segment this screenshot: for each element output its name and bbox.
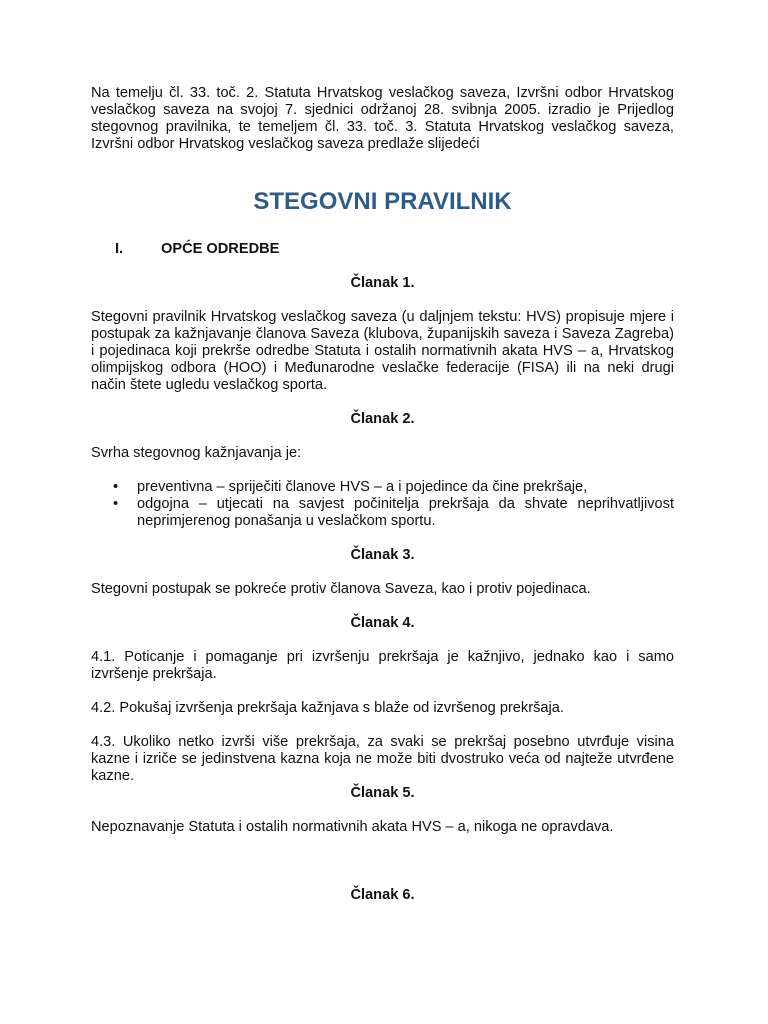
article-6-heading: Članak 6. xyxy=(350,887,415,903)
article-2-heading: Članak 2. xyxy=(350,411,415,427)
section-heading xyxy=(91,241,674,258)
article-1-heading: Članak 1. xyxy=(350,275,415,291)
article-3-text: Stegovni postupak se pokreće protiv članova Saveza, kao i protiv pojedinaca. xyxy=(91,581,591,597)
intro-paragraph: Na temelju čl. 33. toč. 2. Statuta Hrvatskog veslačkog saveza, Izvršni odbor Hrvatskog veslačkog saveza na svojoj 7. sjednici održanoj 28. svibnja 2005. izradio je Prijedlog stegovnog pravilnika, te temeljem čl. 33. toč. 3. Statuta Hrvatskog veslačkog saveza, Izvršni odbor Hrvatskog veslačkog saveza predlaže slijedeći xyxy=(91,85,674,152)
list-item-text: preventivna – spriječiti članove HVS – a i pojedince da čine prekršaje, xyxy=(137,479,588,495)
article-4-paragraph-2: 4.2. Pokušaj izvršenja prekršaja kažnjava s blaže od izvršenog prekršaja. xyxy=(91,700,564,716)
section-label: OPĆE ODREDBE xyxy=(161,241,280,257)
article-4-paragraph-1: 4.1. Poticanje i pomaganje pri izvršenju prekršaja je kažnjivo, jednako kao i samo izvršenje prekršaja. xyxy=(91,649,674,682)
document-title: STEGOVNI PRAVILNIK xyxy=(253,188,512,215)
article-5-text: Nepoznavanje Statuta i ostalih normativnih akata HVS – a, nikoga ne opravdava. xyxy=(91,819,614,835)
article-2-list xyxy=(91,479,674,530)
article-4-heading: Članak 4. xyxy=(350,615,415,631)
list-item-text: odgojna – utjecati na savjest počinitelja prekršaja da shvate neprihvatljivost neprimjerenog ponašanja u veslačkom sportu. xyxy=(137,496,674,529)
article-5-heading: Članak 5. xyxy=(350,785,415,801)
list-item xyxy=(91,496,674,530)
article-4-paragraph-3: 4.3. Ukoliko netko izvrši više prekršaja, za svaki se prekršaj posebno utvrđuje visina kazne i izriče se jedinstvena kazna koja ne može biti dvostruko veća od najteže utvrđene kazne. xyxy=(91,734,674,784)
article-3-heading: Članak 3. xyxy=(350,547,415,563)
article-2-text: Svrha stegovnog kažnjavanja je: xyxy=(91,445,302,461)
bullet-icon: • xyxy=(113,496,119,512)
article-1-text: Stegovni pravilnik Hrvatskog veslačkog saveza (u daljnjem tekstu: HVS) propisuje mjere i postupak za kažnjavanje članova Saveza (klubova, županijskih saveza i Saveza Zagreba) i pojedinaca koji prekrše odredbe Statuta i ostalih normativnih akata HVS – a, Hrvatskog olimpijskog odbora (HOO) i Međunarodne veslačke federacije (FISA) ili na neki drugi način štete ugledu veslačkog sporta. xyxy=(91,309,674,393)
bullet-icon: • xyxy=(113,479,119,495)
document-page xyxy=(91,85,674,904)
list-item xyxy=(91,479,674,496)
section-number: I. xyxy=(115,241,124,257)
